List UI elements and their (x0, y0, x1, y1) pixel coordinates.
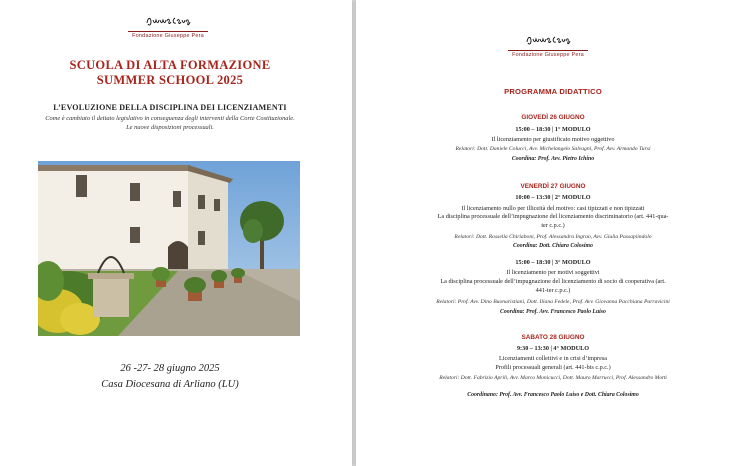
module-topic: Il licenziamento per giustificato motivo oggettivo (491, 136, 615, 143)
summer-school-title: SUMMER SCHOOL 2025 (96, 73, 244, 87)
module-slot: 9:30 – 13:30 | 4° MODULO (516, 345, 590, 352)
module-slot: 15:00 – 18:30 | 3° MODULO (515, 259, 591, 266)
module-speakers: Relatori: Dott. Daniele Colucci, Avv. Michelangelo Salvagni, Prof. Avv. Armando Tursi (455, 146, 651, 152)
module-slot: 10:00 – 13:30 | 2° MODULO (515, 194, 591, 201)
module-topic: Il licenziamento per motivi soggettivi (506, 269, 600, 276)
day-heading: VENERDÌ 27 GIUGNO (520, 183, 586, 190)
logo-org-name: Fondazione Giuseppe Pera (128, 31, 208, 39)
day-heading: GIOVEDÌ 26 GIUGNO (521, 114, 585, 121)
module-speakers: Relatori: Dott. Rossella Chiriaboni, Prof. Alessandra Ingrao, Avv. Giulia Passapiindolo (454, 234, 652, 240)
description-line: Le nuove disposizioni processuali. (126, 124, 214, 131)
module-topic: Profili processuali generali (art. 441-bis c.p.c.) (495, 364, 611, 371)
module-coordinator: Coordina: Prof. Avv. Pietro Ichino (511, 156, 595, 162)
signature-icon (145, 14, 191, 30)
course-description (40, 114, 300, 132)
event-dates: 26 -27- 28 giugno 2025 (120, 363, 220, 374)
signature-icon (525, 33, 571, 49)
module-topic: ter c.p.c.) (541, 222, 565, 229)
module-speakers: Relatori: Dott. Fabrizio Aprili, Avv. Marco Monicucci, Dott. Mauro Marrucci, Prof. Alessandro Motti (439, 375, 667, 381)
school-title: SCUOLA DI ALTA FORMAZIONE (69, 58, 271, 72)
brochure-cover-page (0, 0, 352, 466)
module-topic: La disciplina processuale dell’impugnazione del licenziamento discriminatorio (art. 441-qua- (437, 213, 669, 220)
event-venue: Casa Diocesana di Arliano (LU) (101, 379, 239, 390)
module-topic: La disciplina processuale dell’impugnazione del licenziamento di socio di cooperativa (art. (440, 278, 666, 285)
villa-photo (38, 161, 300, 336)
module-speakers: Relatori: Prof. Avv. Dino Buonaristiani, Dott. Iliana Fedele, Prof. Avv. Giovanna Pacchiana Parravicini (436, 299, 670, 305)
module-coordinator: Coordina: Dott. Chiara Colosimo (513, 243, 593, 249)
day-heading: SABATO 28 GIUGNO (521, 334, 585, 341)
foundation-logo (128, 14, 208, 39)
module-topic: Licenziamenti collettivi e in crisi d’impresa (498, 355, 608, 362)
module-topic: Il licenziamento nullo per illiceità del motivo: casi tipizzati e non tipizzati (461, 205, 645, 212)
module-coordinator: Coordinano: Prof. Avv. Francesco Paolo Luiso e Dott. Chiara Colosimo (467, 392, 639, 398)
program-page (356, 0, 750, 466)
course-subtitle: L’EVOLUZIONE DELLA DISCIPLINA DEI LICENZIAMENTI (53, 103, 287, 112)
module-slot: 15:00 – 18:30 | 1° MODULO (515, 126, 591, 133)
module-coordinator: Coordina: Prof. Avv. Francesco Paolo Luiso (500, 309, 606, 315)
description-line: Come è cambiato il dettato legislativo in conseguenza degli interventi della Corte Costituzionale. (45, 115, 295, 122)
foundation-logo (508, 33, 588, 58)
program-title: PROGRAMMA DIDATTICO (504, 87, 602, 96)
logo-org-name: Fondazione Giuseppe Pera (508, 50, 588, 58)
module-topic: 441-ter c.p.c.) (535, 287, 571, 294)
